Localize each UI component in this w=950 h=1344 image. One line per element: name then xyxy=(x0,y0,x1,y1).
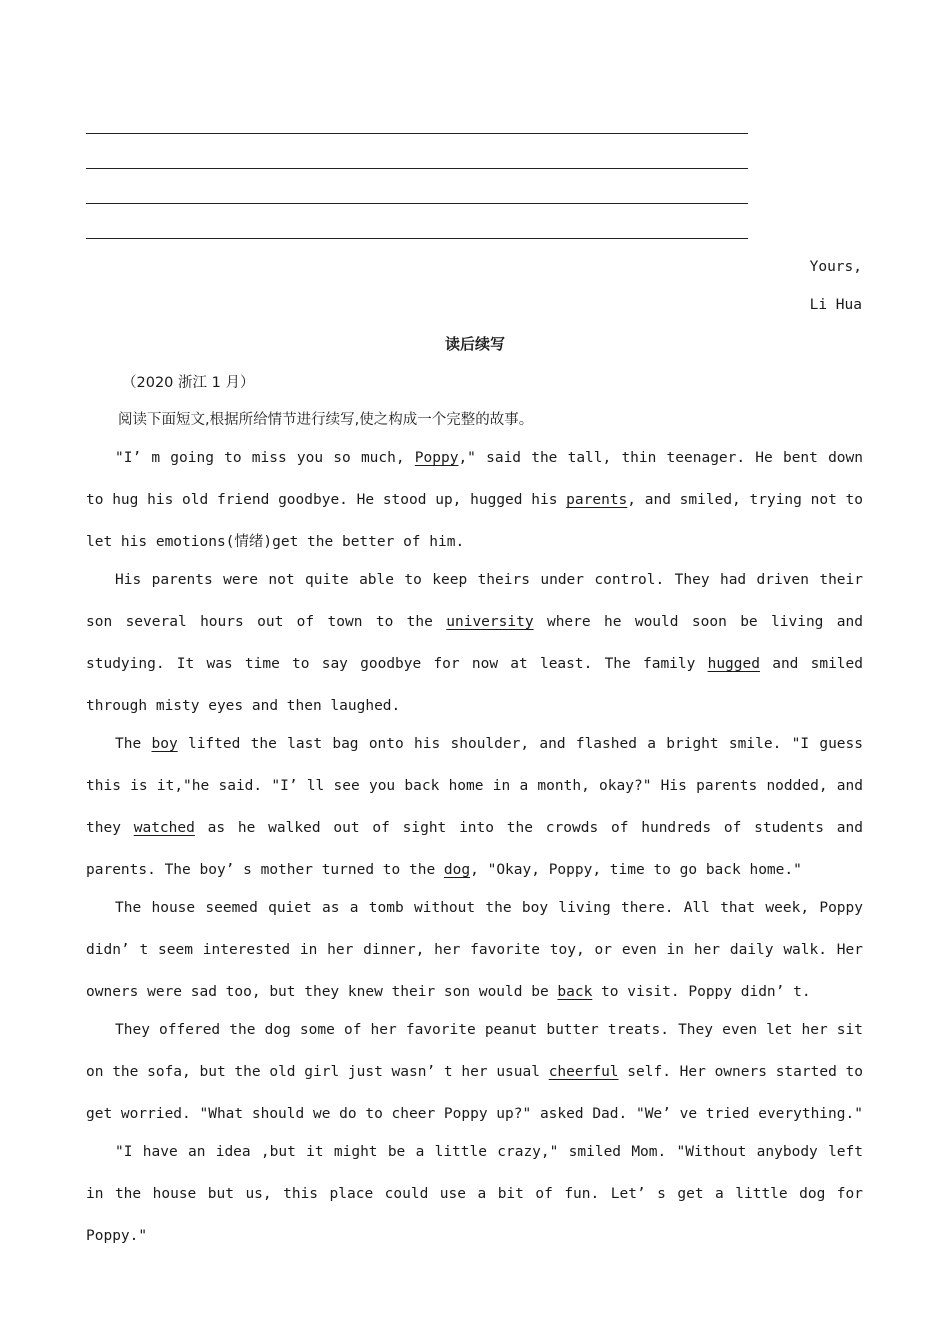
text-run: They offered the dog some of her favorite peanut butter treats. They even let her sit on the sofa, but the old girl just wasn’ t her usual xyxy=(86,1022,863,1080)
paragraph-1 xyxy=(86,437,863,563)
story-text xyxy=(86,437,863,1257)
underlined-word: dog xyxy=(443,862,471,878)
text-run: , and smiled, trying not to let his emotions(情绪)get the better of him. xyxy=(86,492,863,550)
writing-line-3 xyxy=(86,203,748,204)
paragraph-6 xyxy=(86,1131,863,1257)
text-run: "I’ m going to miss you so much, xyxy=(115,450,415,466)
underlined-word: watched xyxy=(133,820,195,836)
letter-closing: Yours, xyxy=(809,259,862,275)
exam-source: （2020 浙江 1 月） xyxy=(122,375,255,391)
instruction-text: 阅读下面短文,根据所给情节进行续写,使之构成一个完整的故事。 xyxy=(118,412,534,428)
underlined-word: cheerful xyxy=(548,1064,619,1080)
text-run: lifted the last bag onto his shoulder, and flashed a bright smile. "I guess this is it,"he said. "I’ ll see you back home in a month, okay?" His parents nodded, and they xyxy=(86,736,863,836)
text-run: to visit. Poppy didn’ t. xyxy=(592,984,811,1000)
underlined-word: back xyxy=(557,984,593,1000)
letter-signature: Li Hua xyxy=(809,297,862,313)
paragraph-3 xyxy=(86,723,863,891)
paragraph-2 xyxy=(86,559,863,727)
text-run: "I have an idea ,but it might be a little crazy," smiled Mom. "Without anybody left in the house but us, this place could use a bit of fun. Let’ s get a little dog for Poppy." xyxy=(86,1144,863,1244)
text-run: and smiled through misty eyes and then laughed. xyxy=(86,656,863,714)
text-run: The house seemed quiet as a tomb without the boy living there. All that week, Poppy didn’ t seem interested in her dinner, her favorite toy, or even in her daily walk. Her owners were sad too, but they knew their son would be xyxy=(86,900,863,1000)
underlined-word: hugged xyxy=(707,656,760,672)
text-run: ," said the tall, thin teenager. He bent down to hug his old friend goodbye. He stood up, hugged his xyxy=(86,450,863,508)
text-run: where he would soon be living and studying. It was time to say goodbye for now at least. The family xyxy=(86,614,863,672)
paragraph-4 xyxy=(86,887,863,1013)
writing-line-2 xyxy=(86,168,748,169)
writing-line-4 xyxy=(86,238,748,239)
underlined-word: parents xyxy=(566,492,628,508)
section-title: 读后续写 xyxy=(444,335,505,353)
paragraph-5 xyxy=(86,1009,863,1135)
text-run: The xyxy=(115,736,152,752)
underlined-word: university xyxy=(446,614,534,630)
text-run: self. Her owners started to get worried. "What should we do to cheer Poppy up?" asked Dad. "We’ ve tried everything." xyxy=(86,1064,863,1122)
text-run: His parents were not quite able to keep theirs under control. They had driven their son several hours out of town to the xyxy=(86,572,863,630)
text-run: , "Okay, Poppy, time to go back home." xyxy=(470,862,802,878)
underlined-word: Poppy xyxy=(414,450,459,466)
text-run: as he walked out of sight into the crowds of hundreds of students and parents. The boy’ s mother turned to the xyxy=(86,820,863,878)
underlined-word: boy xyxy=(151,736,178,752)
writing-line-1 xyxy=(86,133,748,134)
